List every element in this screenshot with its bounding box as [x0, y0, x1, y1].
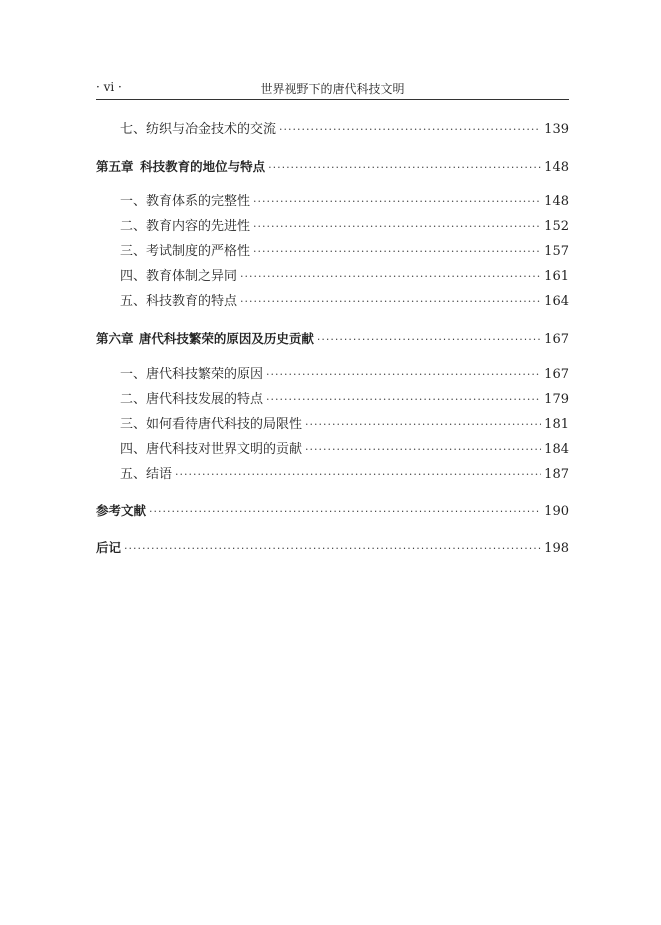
toc-entry[interactable]: [96, 292, 569, 312]
toc-chapter[interactable]: [96, 501, 569, 521]
toc-entry-page: 139: [544, 122, 569, 137]
toc-entry-label: 七、纺织与冶金技术的交流: [120, 122, 277, 137]
dot-leader: [253, 192, 541, 212]
dot-leader: [149, 502, 541, 522]
chapter-number: 第六章: [96, 331, 134, 346]
toc-entry[interactable]: [96, 242, 569, 262]
toc-entry[interactable]: [96, 267, 569, 287]
toc-chapter-label: 后记: [96, 540, 122, 555]
header-rule: [96, 99, 569, 100]
toc-entry[interactable]: [96, 365, 569, 385]
toc-entry-label: 二、唐代科技发展的特点: [120, 392, 264, 407]
toc-entry-page: 179: [544, 392, 569, 407]
dot-leader: [317, 330, 541, 350]
toc-entry-label: 三、如何看待唐代科技的局限性: [120, 417, 303, 432]
dot-leader: [266, 390, 541, 410]
toc-entry-label: 二、教育内容的先进性: [120, 219, 251, 234]
dot-leader: [305, 415, 541, 435]
toc-chapter-label: 参考文献: [96, 503, 147, 518]
dot-leader: [253, 217, 541, 237]
toc-entry-label: 四、教育体制之异同: [120, 269, 238, 284]
toc-entry-label: 三、考试制度的严格性: [120, 244, 251, 259]
toc-entry[interactable]: [96, 217, 569, 237]
toc-entry[interactable]: [96, 465, 569, 485]
toc-entry[interactable]: [96, 192, 569, 212]
toc-chapter[interactable]: [96, 538, 569, 558]
toc-chapter[interactable]: [96, 329, 569, 349]
toc-entry-page: 164: [544, 294, 569, 309]
running-header: [96, 80, 569, 98]
toc-entry-page: 167: [544, 367, 569, 382]
toc-entry[interactable]: [96, 390, 569, 410]
dot-leader: [253, 242, 541, 262]
dot-leader: [175, 465, 541, 485]
toc-entry-page: 181: [544, 417, 569, 432]
toc-entry-label: 一、教育体系的完整性: [120, 194, 251, 209]
toc-entry-label: 五、科技教育的特点: [120, 294, 238, 309]
toc-chapter[interactable]: [96, 157, 569, 177]
toc-entry-label: 五、结语: [120, 467, 173, 482]
toc-entry-page: 184: [544, 442, 569, 457]
dot-leader: [240, 267, 541, 287]
toc-entry[interactable]: [96, 120, 569, 140]
dot-leader: [305, 440, 541, 460]
toc-entry[interactable]: [96, 415, 569, 435]
toc-entry-page: 157: [544, 244, 569, 259]
toc-entry-page: 148: [544, 194, 569, 209]
dot-leader: [279, 120, 541, 140]
toc-entry-label: 一、唐代科技繁荣的原因: [120, 367, 264, 382]
toc-entry-page: 161: [544, 269, 569, 284]
chapter-number: 第五章: [96, 159, 134, 174]
toc-chapter-page: 190: [544, 504, 569, 519]
toc-entry[interactable]: [96, 440, 569, 460]
toc-chapter-page: 198: [544, 541, 569, 556]
page-number: · vi ·: [96, 80, 122, 94]
dot-leader: [240, 292, 541, 312]
running-title: 世界视野下的唐代科技文明: [260, 82, 405, 96]
dot-leader: [268, 158, 541, 178]
toc-entry-page: 187: [544, 467, 569, 482]
toc-chapter-label: 唐代科技繁荣的原因及历史贡献: [138, 331, 314, 346]
toc-entry-label: 四、唐代科技对世界文明的贡献: [120, 442, 303, 457]
toc-chapter-label: 科技教育的地位与特点: [140, 159, 266, 174]
toc-entry-page: 152: [544, 219, 569, 234]
dot-leader: [266, 365, 541, 385]
toc-chapter-page: 167: [544, 332, 569, 347]
toc-chapter-page: 148: [544, 160, 569, 175]
dot-leader: [124, 539, 541, 559]
